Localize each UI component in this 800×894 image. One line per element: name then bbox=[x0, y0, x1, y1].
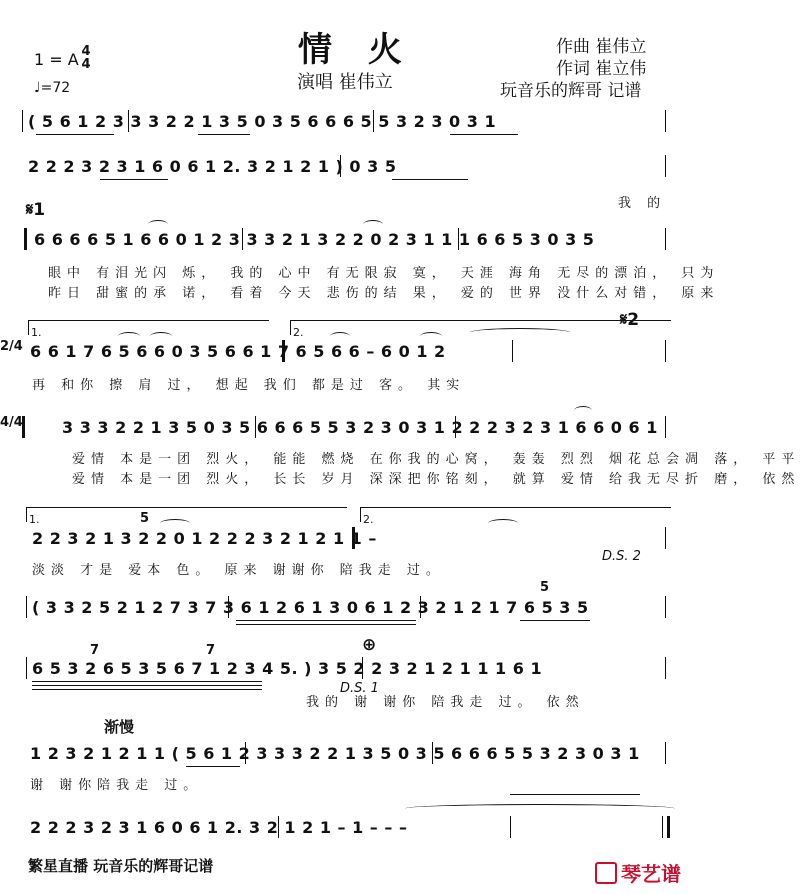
barline bbox=[510, 816, 511, 838]
volta-2-label: 2. bbox=[363, 513, 374, 526]
repeat-start-barline bbox=[24, 228, 27, 250]
start-barline bbox=[22, 110, 23, 132]
volta-1-label: 1. bbox=[31, 326, 42, 339]
barline bbox=[373, 110, 374, 132]
row-4-notes: 6 6 1 7 6 5 6 6 0 3 5 6 6 1 7 6 5 6 6 – 6 0 1 2 bbox=[30, 342, 446, 361]
volta-2-bracket bbox=[360, 507, 671, 526]
beam-underline bbox=[186, 766, 240, 767]
logo-icon bbox=[595, 862, 617, 884]
barline bbox=[128, 110, 129, 132]
row-4-lyrics: 再 和你 擦 肩 过， 想起 我们 都是过 客。 其实 bbox=[32, 378, 466, 393]
barline bbox=[665, 155, 666, 177]
final-barline-thick bbox=[667, 816, 670, 838]
tie-slur bbox=[405, 804, 675, 813]
beam-underline bbox=[100, 179, 168, 180]
barline bbox=[255, 416, 256, 438]
composer-credit: 作曲 崔伟立 bbox=[556, 37, 647, 57]
key-signature: 1 = A bbox=[34, 50, 79, 69]
ds-2-instruction: D.S. 2 bbox=[602, 549, 641, 564]
row-5-lyrics-verse-2: 爱情 本是一团 烈火， 长长 岁月 深深把你铭刻， 就算 爱情 给我无尽折 磨， 依然 bbox=[72, 472, 800, 487]
row-6-notes: 2 2 3 2 1 3 2 2 0 1 2 2 2 3 2 1 2 1 1 – bbox=[32, 529, 377, 548]
volta-1-label: 1. bbox=[29, 513, 40, 526]
barline bbox=[26, 657, 27, 679]
barline bbox=[665, 657, 666, 679]
footer-credit: 繁星直播 玩音乐的辉哥记谱 bbox=[28, 857, 214, 875]
row-2-notes: 2 2 2 3 2 3 1 6 0 6 1 2. 3 2 1 2 1 ) 0 3 5 bbox=[28, 157, 397, 176]
barline bbox=[432, 742, 433, 764]
tuplet-number: 7 bbox=[90, 643, 100, 658]
row-8-notes: 6 5 3 2 6 5 3 5 6 7 1 2 3 4 5. ) 3 5 2 2 3 2 1 2 1 1 1 6 1 bbox=[32, 659, 543, 678]
repeat-start-barline bbox=[22, 416, 25, 438]
beam-underline bbox=[36, 134, 114, 135]
row-6-lyrics: 淡淡 才是 爱本 色。 原来 谢谢你 陪我走 过。 bbox=[32, 563, 445, 578]
barline bbox=[362, 657, 363, 679]
row-3-lyrics-verse-1: 眼中 有泪光闪 烁， 我的 心中 有无限寂 寞， 天涯 海角 无尽的漂泊， 只为 bbox=[48, 266, 720, 281]
ds-1-instruction: D.S. 1 bbox=[340, 681, 379, 696]
beam-underline bbox=[392, 179, 468, 180]
row-7-notes: ( 3 3 2 5 2 1 2 7 3 7 3 6 1 2 6 1 3 0 6 1 2 3 2 1 2 1 7 6 5 3 5 bbox=[32, 598, 589, 617]
beam-underline bbox=[32, 685, 262, 686]
repeat-end-barline bbox=[282, 340, 285, 362]
barline bbox=[665, 110, 666, 132]
barline bbox=[458, 228, 459, 250]
tie-slur bbox=[363, 220, 383, 229]
beam-underline bbox=[32, 689, 262, 690]
beam-underline bbox=[32, 681, 262, 682]
tempo-marking: ♩=72 bbox=[34, 80, 71, 96]
beam-underline bbox=[236, 624, 416, 625]
site-logo bbox=[595, 858, 681, 887]
tie-slur bbox=[574, 406, 592, 415]
row-3-lyrics-verse-2: 昨日 甜蜜的承 诺， 看着 今天 悲伤的结 果， 爱的 世界 没什么对错， 原来 bbox=[48, 286, 720, 301]
time-change-2-4: 2/4 bbox=[0, 339, 23, 354]
tie-slur bbox=[488, 519, 518, 528]
barline bbox=[278, 816, 279, 838]
tuplet-number: 5 bbox=[140, 511, 150, 526]
barline bbox=[512, 340, 513, 362]
tie-slur bbox=[150, 332, 172, 341]
barline bbox=[26, 596, 27, 618]
tie-slur bbox=[148, 220, 168, 229]
row-9-lyrics: 谢 谢你陪我走 过。 bbox=[30, 778, 203, 793]
barline bbox=[665, 228, 666, 250]
repeat-end-barline bbox=[352, 527, 355, 549]
tie-slur bbox=[470, 328, 570, 337]
volta-1-bracket bbox=[28, 320, 269, 339]
tie-slur bbox=[160, 519, 190, 528]
barline bbox=[455, 416, 456, 438]
row-9-notes: 1 2 3 2 1 2 1 1 ( 5 6 1 2 3 3 3 2 2 1 3 5 0 3 5 6 6 6 5 5 3 2 3 0 3 1 bbox=[30, 744, 640, 763]
score-row-5 bbox=[0, 415, 800, 487]
barline bbox=[665, 416, 666, 438]
transcriber-credit: 玩音乐的辉哥 记谱 bbox=[500, 81, 642, 101]
beam-underline bbox=[198, 134, 250, 135]
volta-2-label: 2. bbox=[293, 326, 304, 339]
score-row-4 bbox=[0, 310, 687, 393]
time-change-4-4: 4/4 bbox=[0, 415, 23, 430]
ritardando-mark: 渐慢 bbox=[104, 718, 135, 736]
tie-slur bbox=[118, 332, 140, 341]
barline bbox=[665, 340, 666, 362]
barline bbox=[242, 228, 243, 250]
beam-underline bbox=[236, 620, 416, 621]
row-8-lyrics: 我的 谢 谢你 陪我走 过。 依然 bbox=[306, 695, 585, 710]
beam-underline bbox=[520, 620, 590, 621]
song-title: 情 火 bbox=[298, 30, 414, 70]
barline bbox=[340, 155, 341, 177]
tie-slur bbox=[420, 332, 442, 341]
tie-slur bbox=[330, 332, 350, 341]
barline bbox=[245, 742, 246, 764]
segno-1-mark: 𝄋1 bbox=[26, 200, 46, 220]
row-10-notes: 2 2 2 3 2 3 1 6 0 6 1 2. 3 2 1 2 1 – 1 – – – bbox=[30, 818, 408, 837]
row-1-notes: ( 5 6 1 2 3 3 3 2 2 1 3 5 0 3 5 6 6 6 5 5 3 2 3 0 3 1 bbox=[28, 112, 497, 131]
final-barline-thin bbox=[662, 816, 663, 838]
fermata-line bbox=[510, 794, 640, 795]
lyricist-credit: 作词 崔立伟 bbox=[556, 59, 647, 79]
row-5-notes: 3 3 3 2 2 1 3 5 0 3 5 6 6 6 5 5 3 2 3 0 3 1 2 2 2 3 2 3 1 6 6 0 6 1 bbox=[62, 418, 658, 437]
logo-text: 琴艺谱 bbox=[621, 862, 681, 886]
segno-2-mark: 𝄋2 bbox=[620, 310, 640, 330]
barline bbox=[420, 596, 421, 618]
tuplet-number: 5 bbox=[540, 580, 550, 595]
time-signature: 4 4 bbox=[81, 44, 91, 72]
row-2-lyrics: 我 的 bbox=[618, 196, 667, 211]
beam-underline bbox=[450, 134, 518, 135]
row-5-lyrics-verse-1: 爱情 本是一团 烈火， 能能 燃烧 在你我的心窝， 轰轰 烈烈 烟花总会凋 落， 平平 bbox=[72, 452, 800, 467]
tuplet-number: 7 bbox=[206, 643, 216, 658]
row-3-notes: 6 6 6 6 5 1 6 6 0 1 2 3 3 3 2 1 3 2 2 0 2 3 1 1 1 6 6 5 3 0 3 5 bbox=[34, 230, 595, 249]
singer-credit: 演唱 崔伟立 bbox=[297, 72, 393, 93]
barline bbox=[228, 596, 229, 618]
barline bbox=[665, 596, 666, 618]
barline bbox=[665, 742, 666, 764]
barline bbox=[665, 527, 666, 549]
coda-mark: ⊕ bbox=[362, 635, 377, 655]
